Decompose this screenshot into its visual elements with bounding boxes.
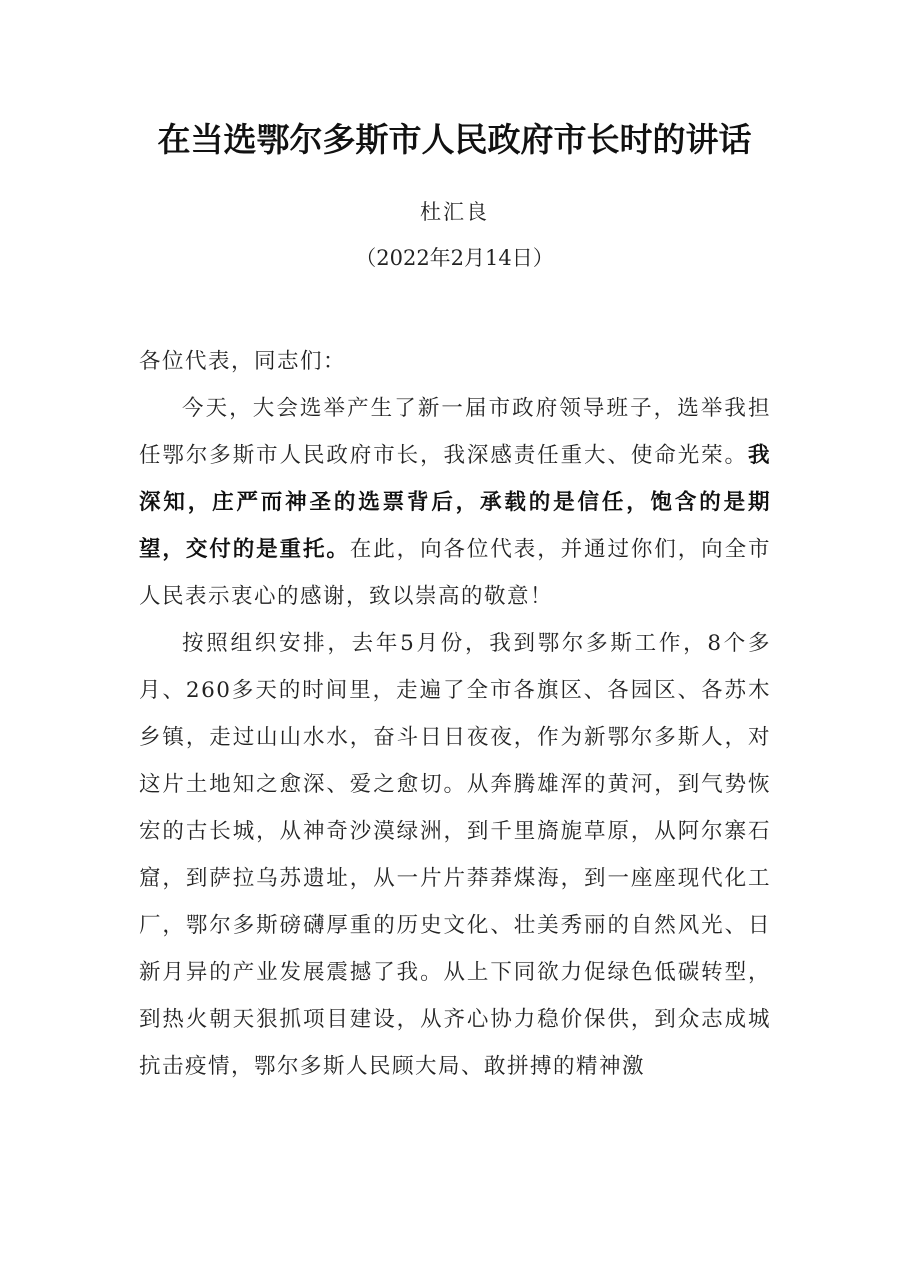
document-author: 杜汇良 bbox=[420, 200, 489, 224]
paragraph-1-text-before: 今天，大会选举产生了新一届市政府领导班子，选举我担任鄂尔多斯市人民政府市长，我深感责任重大、使命光荣。 bbox=[139, 396, 771, 468]
paragraph-1-text-after: 在此，向各位代表，并通过你们，向全市人民表示衷心的感谢，致以崇高的敬意！ bbox=[139, 537, 771, 609]
salutation: 各位代表，同志们： bbox=[139, 349, 347, 374]
paragraph-1 bbox=[139, 385, 771, 620]
paragraph-1-bold-text: 我深知，庄严而神圣的选票背后，承载的是信任，饱含的是期望，交付的是重托。 bbox=[139, 443, 771, 562]
document-body bbox=[139, 338, 771, 1090]
paragraph-2: 按照组织安排，去年5月份，我到鄂尔多斯工作，8个多月、260多天的时间里，走遍了全市各旗区、各园区、各苏木乡镇，走过山山水水，奋斗日日夜夜，作为新鄂尔多斯人，对这片土地知之愈深、爱之愈切。从奔腾雄浑的黄河，到气势恢宏的古长城，从神奇沙漠绿洲，到千里旖旎草原，从阿尔寨石窟，到萨拉乌苏遗址，从一片片莽莽煤海，到一座座现代化工厂，鄂尔多斯磅礴厚重的历史文化、壮美秀丽的自然风光、日新月异的产业发展震撼了我。从上下同欲力促绿色低碳转型，到热火朝天狠抓项目建设，从齐心协力稳价保供，到众志成城抗击疫情，鄂尔多斯人民顾大局、敢拼搏的精神激 bbox=[139, 631, 771, 1079]
document-date: （2022年2月14日） bbox=[355, 246, 554, 270]
document-title: 在当选鄂尔多斯市人民政府市长时的讲话 bbox=[157, 120, 752, 159]
